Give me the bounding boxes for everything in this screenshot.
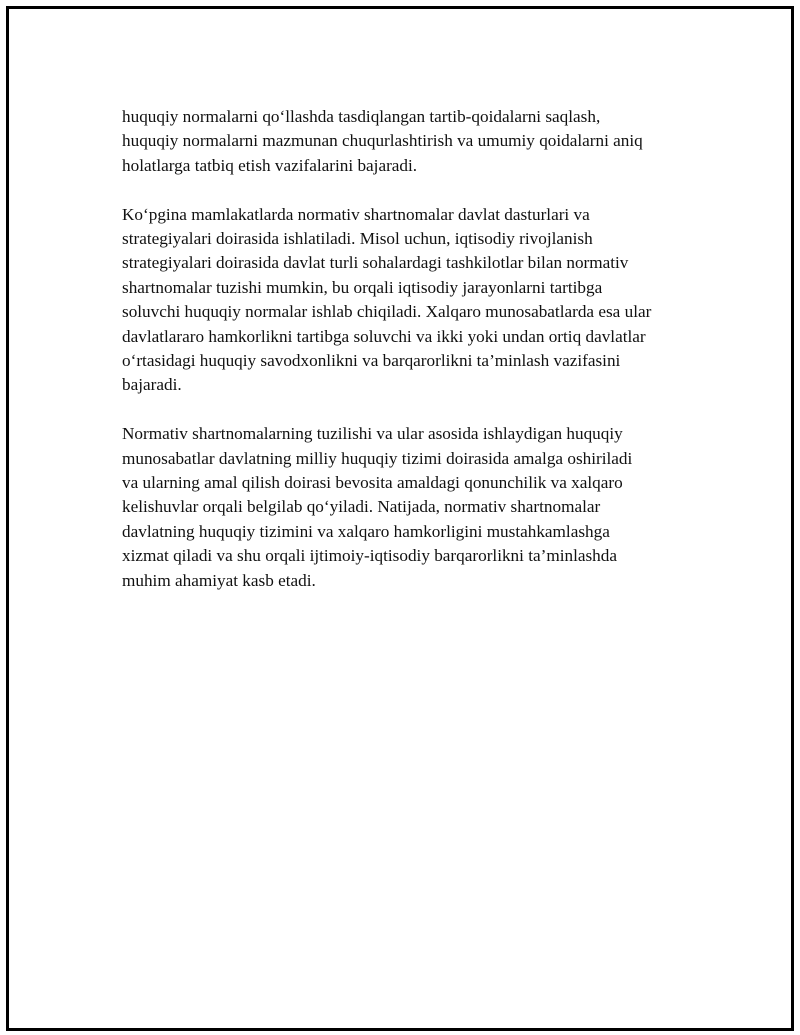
paragraph-1 bbox=[122, 105, 682, 178]
paragraph-3 bbox=[122, 422, 682, 593]
page-frame bbox=[6, 6, 794, 1031]
text-line: shartnomalar tuzishi mumkin, bu orqali iqtisodiy jarayonlarni tartibga bbox=[122, 277, 603, 297]
text-line: soluvchi huquqiy normalar ishlab chiqiladi. Xalqaro munosabatlarda esa ular bbox=[122, 302, 652, 322]
text-line: huquqiy normalarni mazmunan chuqurlashtirish va umumiy qoidalarni aniq bbox=[122, 131, 643, 151]
text-line: xizmat qiladi va shu orqali ijtimoiy-iqtisodiy barqarorlikni ta’minlashda bbox=[122, 546, 617, 566]
text-line: va ularning amal qilish doirasi bevosita amaldagi qonunchilik va xalqaro bbox=[122, 473, 623, 493]
text-line: muhim ahamiyat kasb etadi. bbox=[122, 570, 316, 590]
text-line: strategiyalari doirasida davlat turli sohalardagi tashkilotlar bilan normativ bbox=[122, 253, 629, 273]
text-line: strategiyalari doirasida ishlatiladi. Misol uchun, iqtisodiy rivojlanish bbox=[122, 229, 593, 249]
text-line: davlatning huquqiy tizimini va xalqaro hamkorligini mustahkamlashga bbox=[122, 521, 610, 541]
text-line: kelishuvlar orqali belgilab qo‘yiladi. Natijada, normativ shartnomalar bbox=[122, 497, 601, 517]
text-line: davlatlararo hamkorlikni tartibga soluvchi va ikki yoki undan ortiq davlatlar bbox=[122, 326, 646, 346]
text-line: o‘rtasidagi huquqiy savodxonlikni va barqarorlikni ta’minlash vazifasini bbox=[122, 351, 621, 371]
text-line: holatlarga tatbiq etish vazifalarini bajaradi. bbox=[122, 155, 418, 175]
text-line: Ko‘pgina mamlakatlarda normativ shartnomalar davlat dasturlari va bbox=[122, 204, 590, 224]
paragraph-2 bbox=[122, 203, 682, 398]
text-line: Normativ shartnomalarning tuzilishi va ular asosida ishlaydigan huquqiy bbox=[122, 424, 623, 444]
text-line: munosabatlar davlatning milliy huquqiy tizimi doirasida amalga oshiriladi bbox=[122, 448, 633, 468]
page-content bbox=[122, 105, 682, 617]
text-line: huquqiy normalarni qo‘llashda tasdiqlangan tartib-qoidalarni saqlash, bbox=[122, 107, 601, 126]
text-line: bajaradi. bbox=[122, 375, 182, 395]
